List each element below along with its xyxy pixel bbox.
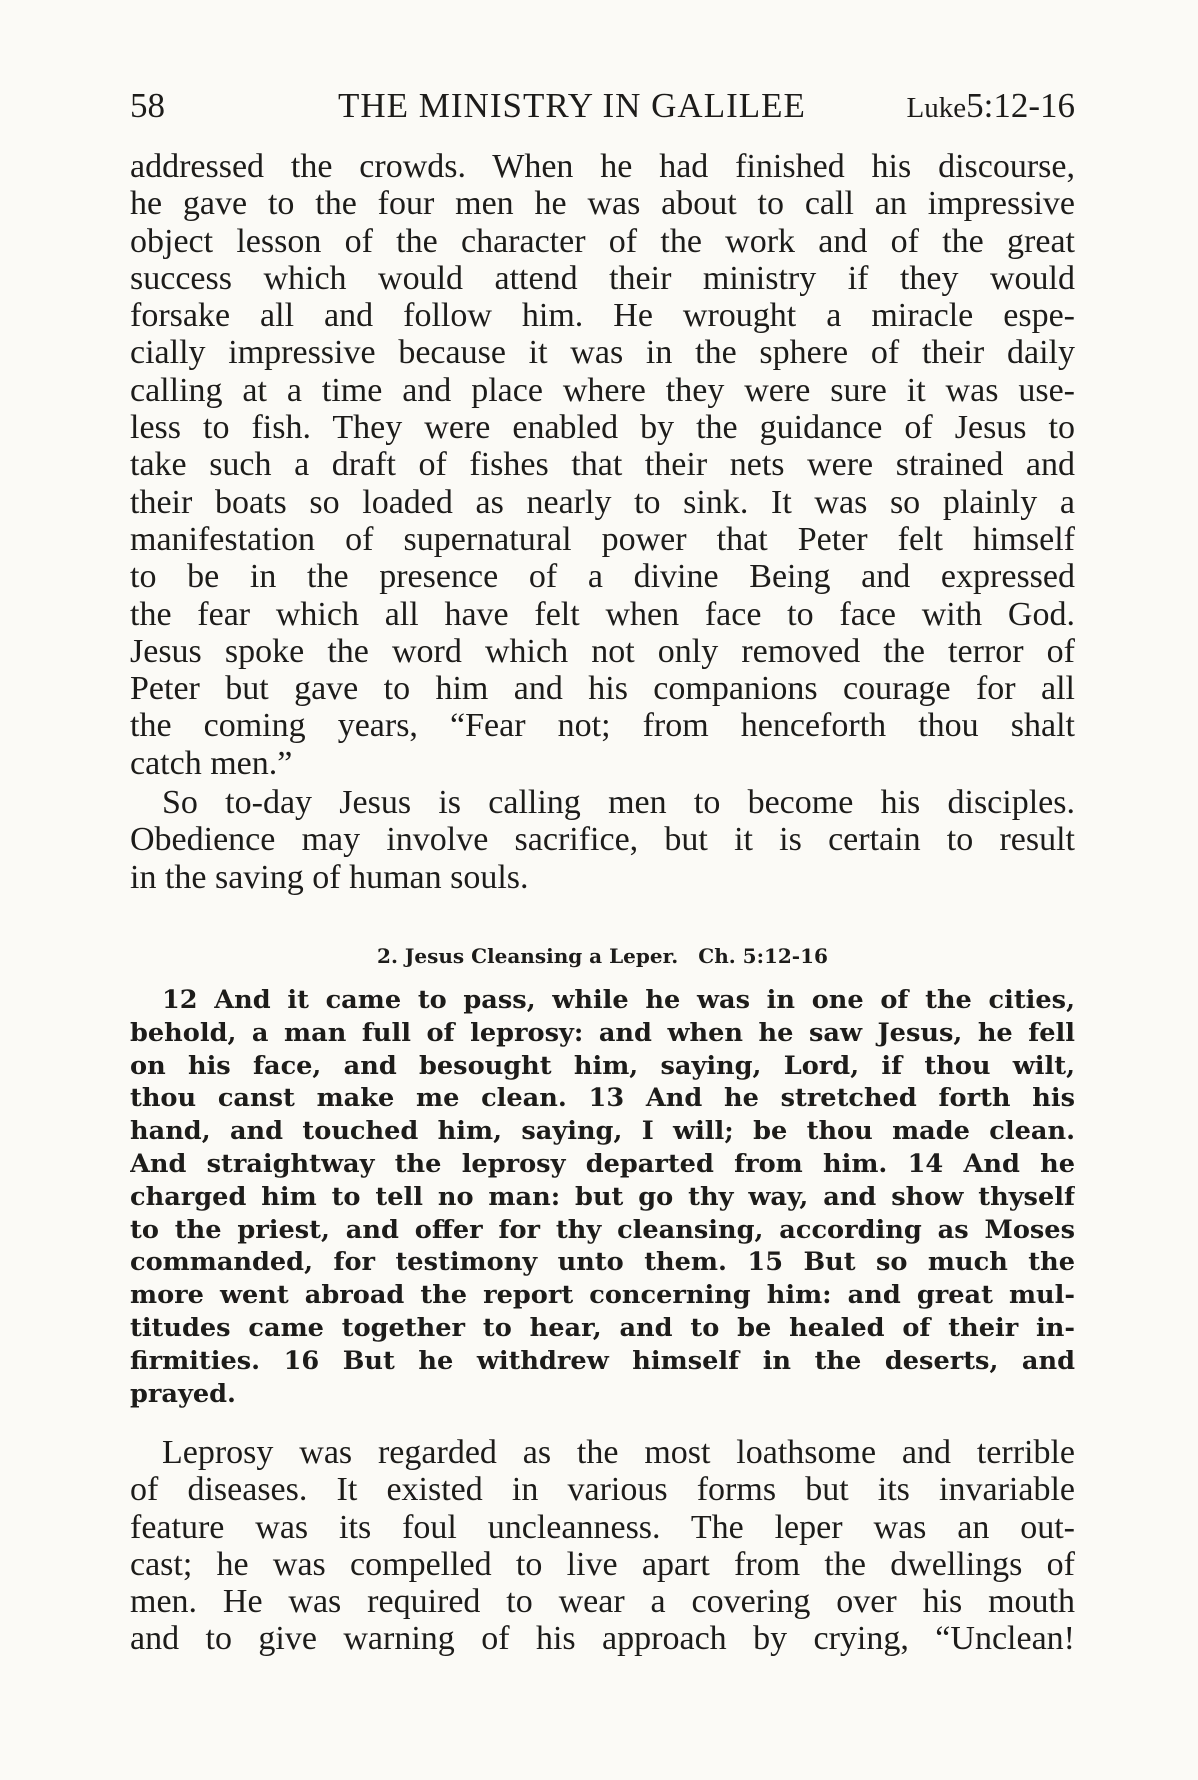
- commentary-paragraph-2: [130, 784, 1075, 896]
- scripture-line: behold, a man full of leprosy: and when he saw Jesus, he fell: [130, 1017, 1075, 1048]
- text-line: Peter but gave to him and his companions courage for all: [130, 670, 1075, 708]
- text-line: less to fish. They were enabled by the guidance of Jesus to: [130, 409, 1075, 447]
- text-line: object lesson of the character of the work and of the great: [130, 222, 1075, 260]
- scripture-line: hand, and touched him, saying, I will; be thou made clean.: [130, 1116, 1075, 1147]
- text-line: success which would attend their ministry if they would: [130, 259, 1075, 297]
- text-line: manifestation of supernatural power that Peter felt himself: [130, 520, 1075, 558]
- scripture-line: prayed.: [130, 1378, 236, 1409]
- scripture-line: commanded, for testimony unto them. 15 But so much the: [130, 1247, 1075, 1278]
- text-line: Obedience may involve sacrifice, but it is certain to result: [130, 821, 1075, 859]
- scripture-line: on his face, and besought him, saying, Lord, if thou wilt,: [130, 1050, 1075, 1081]
- text-line: cast; he was compelled to live apart from the dwellings of: [130, 1545, 1075, 1583]
- text-line: the coming years, “Fear not; from henceforth thou shalt: [130, 707, 1075, 745]
- text-line: men. He was required to wear a covering over his mouth: [130, 1583, 1075, 1621]
- running-head-title: THE MINISTRY IN GALILEE: [338, 86, 806, 125]
- scripture-line: charged him to tell no man: but go thy way, and show thyself: [130, 1181, 1075, 1212]
- page-number: 58: [130, 86, 165, 125]
- scripture-line: to the priest, and offer for thy cleansing, according as Moses: [130, 1214, 1075, 1245]
- text-line: of diseases. It existed in various forms but its invariable: [130, 1471, 1075, 1509]
- text-line: and to give warning of his approach by crying, “Unclean!: [130, 1620, 1075, 1658]
- text-line: to be in the presence of a divine Being and expressed: [130, 558, 1075, 596]
- running-head-book: Luke: [906, 92, 967, 124]
- commentary-paragraph-1: [130, 148, 1075, 782]
- text-line: the fear which all have felt when face to face with God.: [130, 595, 1075, 633]
- running-head: [130, 84, 1075, 128]
- scripture-line: more went abroad the report concerning him: and great mul-: [130, 1280, 1075, 1311]
- text-line: Jesus spoke the word which not only removed the terror of: [130, 632, 1075, 670]
- section-reference: Ch. 5:12-16: [698, 944, 828, 968]
- text-line: catch men.”: [130, 744, 293, 782]
- scripture-line: firmities. 16 But he withdrew himself in the deserts, and: [130, 1345, 1075, 1376]
- text-line: addressed the crowds. When he had finished his discourse,: [130, 148, 1075, 185]
- scripture-line: thou canst make me clean. 13 And he stretched forth his: [130, 1083, 1075, 1114]
- section-heading: [130, 942, 1075, 970]
- commentary-paragraph-3: [130, 1434, 1075, 1658]
- text-line: he gave to the four men he was about to call an impressive: [130, 185, 1075, 223]
- text-line: Leprosy was regarded as the most loathsome and terrible: [162, 1434, 1075, 1471]
- text-line: calling at a time and place where they were sure it was use-: [130, 371, 1075, 409]
- text-line: feature was its foul uncleanness. The leper was an out-: [130, 1508, 1075, 1546]
- scripture-line: 12 And it came to pass, while he was in one of the cities,: [162, 985, 1075, 1015]
- section-title: 2. Jesus Cleansing a Leper.: [377, 944, 679, 968]
- scripture-line: titudes came together to hear, and to be healed of their in-: [130, 1312, 1075, 1343]
- scripture-line: And straightway the leprosy departed from him. 14 And he: [130, 1148, 1075, 1179]
- text-line: in the saving of human souls.: [130, 858, 529, 896]
- text-line: So to-day Jesus is calling men to become his disciples.: [162, 784, 1075, 821]
- text-line: forsake all and follow him. He wrought a miracle espe-: [130, 297, 1075, 335]
- text-line: their boats so loaded as nearly to sink. It was so plainly a: [130, 483, 1075, 521]
- running-head-passage: 5:12-16: [966, 86, 1075, 125]
- running-head-reference: [907, 84, 1075, 130]
- text-line: take such a draft of fishes that their nets were strained and: [130, 446, 1075, 484]
- scripture-passage: [130, 984, 1075, 1410]
- text-line: cially impressive because it was in the sphere of their daily: [130, 334, 1075, 372]
